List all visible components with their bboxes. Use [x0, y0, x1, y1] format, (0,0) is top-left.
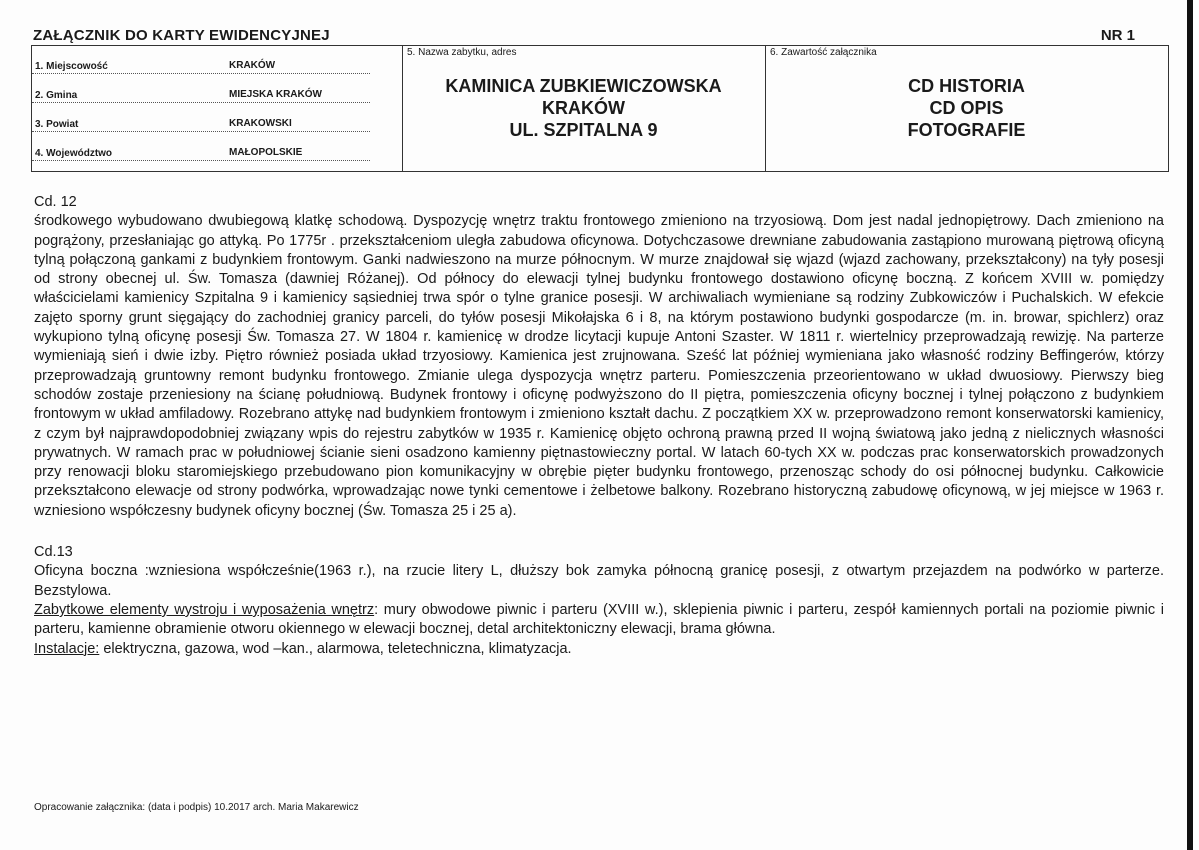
- attachment-line: FOTOGRAFIE: [907, 120, 1026, 140]
- field-value: KRAKOWSKI: [229, 118, 292, 129]
- section-12-text: środkowego wybudowano dwubiegową klatkę schodową. Dyspozycję wnętrz traktu frontowego zmieniono na trzyosiową. Dom jest nadal jednopiętrowy. Dach zmieniono na pogrążony, przesłaniając go attyką. Po 1775r . przekształceniom uległa zabudowa oficynowa. Dotychczasowe drewniane zabudowania zastąpiono murowaną piętrową oficyną tylną połączoną gankami z budynkiem frontowym. Ganki nadwieszono na murze północnym. W murze znajdował się wjazd (wjazd zachowany, przekształcony) na tyły posesji od strony obecnej ul. Św. Tomasza (dawniej Różanej). Od północy do elewacji tylnej budynku frontowego dostawiono oficynę boczną. Z końcem XVIII w. pomiędzy właścicielami kamienicy Szpitalna 9 i kamienicy sąsiedniej trwa spór o tylne granice posesji. W archiwaliach wymieniane są rodziny Zubkowiczów i Puchalskich. W efekcie zajęto sporny grunt sięgający do zachodniej granicy parceli, do tyłów posesji Mikołajska 6 i 8, na którym postawiono budynki gospodarcze (m. in. browar, spichlerz) oraz wykupiono tylną oficynę posesji Św. Tomasza 27. W 1804 r. kamienicę w drodze licytacji kupuje Antoni Szaster. W 1811 r. wiertelnicy przeprowadzają rewizję. Na parterze wymieniają sień i dwie izby. Piętro również posiada układ trzyosiowy. Kamienica jest zrujnowana. Sześć lat później wymieniana jako własność rodziny Beffingerów, którzy przeprowadzają gruntowny remont budynku frontowego. Zmianie ulega dyspozycja wnętrz parteru. Pomieszczenia przeorientowano w układ dwuosiowy. Pierwszy bieg schodów zostaje przeniesiony na ścianę południową. Budynek frontowy i oficynę podwyższono do II piętra, pomieszczenia oficyny bocznej i tylnej połączono z budynkiem frontowym w układ amfiladowy. Rozebrano attykę nad budynkiem frontowym i zmieniono kształt dachu. Z początkiem XX w. przeprowadzono remont konserwatorski kamienicy, z czym był najprawdopodobniej związany wpis do rejestru zabytków w 1935 r. Kamienicę objęto ochroną prawną przed II wojną światową jako jedną z nielicznych własności prywatnych. W ramach prac w południowej ścianie sieni osadzono kamienny piętnastowieczny portal. W latach 60-tych XX w. podczas prac konserwatorskich prowadzonych przy renowacji bloku staromiejskiego przebudowano pion komunikacyjny w obrębie pięter budynku frontowego, przenosząc schody do osi północnej budynku. Całkowicie przekształcono elewacje od strony podwórka, wprowadzając nowe tynki cementowe i żelbetowe balkony. Rozebrano historyczną zabudowę oficynową, w jej miejsce w 1963 r. wzniesiono współczesny budynek oficyny bocznej (Św. Tomasza 25 i 25 a).: [34, 213, 1164, 519]
- monument-line: KAMINICA ZUBKIEWICZOWSKA: [445, 76, 722, 96]
- document-title: ZAŁĄCZNIK DO KARTY EWIDENCYJNEJ: [33, 27, 330, 44]
- attachment-contents: [765, 75, 1168, 141]
- furnishings-paragraph: [34, 601, 1164, 640]
- installations-paragraph: [34, 640, 1164, 659]
- monument-label: 5. Nazwa zabytku, adres: [407, 47, 517, 58]
- section-13-heading: Cd.13: [34, 544, 73, 561]
- attachment-line: CD HISTORIA: [908, 76, 1025, 96]
- field-label: 1. Miejscowość: [35, 61, 108, 72]
- monument-name-cell: [402, 46, 766, 171]
- field-value: MAŁOPOLSKIE: [229, 147, 303, 158]
- info-table: [31, 45, 1169, 172]
- field-label: 2. Gmina: [35, 90, 78, 101]
- attachment-line: CD OPIS: [929, 98, 1004, 118]
- attachment-label: 6. Zawartość załącznika: [770, 47, 877, 58]
- section-spacer: [34, 521, 1164, 543]
- furnishings-text: : mury obwodowe piwnic i parteru (XVIII w.), sklepienia piwnic i parteru, zespół kamiennych portali na poziomie piwnic i parteru, kamienne obramienie otworu okiennego w elewacji bocznej, detal architektoniczny elewacji, brama główna.: [34, 601, 1164, 638]
- field-label: 3. Powiat: [35, 119, 79, 130]
- location-fields: [32, 46, 403, 171]
- attachment-contents-cell: [765, 46, 1168, 171]
- document-number: NR 1: [1100, 27, 1135, 44]
- field-locality: [32, 52, 370, 74]
- monument-line: KRAKÓW: [542, 98, 625, 118]
- document-body: [34, 193, 1164, 659]
- furnishings-label: Zabytkowe elementy wystroju i wyposażenia wnętrz: [34, 601, 375, 618]
- monument-line: UL. SZPITALNA 9: [509, 120, 658, 140]
- field-county: [32, 110, 370, 132]
- installations-label: Instalacje:: [34, 640, 100, 657]
- field-value: MIEJSKA KRAKÓW: [229, 89, 322, 100]
- section-12-heading: Cd. 12: [34, 194, 77, 210]
- field-voivodeship: [32, 139, 370, 161]
- installations-text: elektryczna, gazowa, wod –kan., alarmowa, teletechniczna, klimatyzacja.: [99, 640, 572, 657]
- field-label: 4. Województwo: [35, 148, 113, 159]
- section-13-text: Oficyna boczna :wzniesiona współcześnie(1963 r.), na rzucie litery L, dłuższy bok zamyka północną granicę posesji, z otwartym przejazdem na podwórko w parterze. Bezstylowa.: [34, 563, 1164, 599]
- footer-signature: Opracowanie załącznika: (data i podpis) 10.2017 arch. Maria Makarewicz: [34, 802, 359, 813]
- field-municipality: [32, 81, 370, 103]
- monument-name: [402, 75, 765, 141]
- field-value: KRAKÓW: [229, 60, 276, 71]
